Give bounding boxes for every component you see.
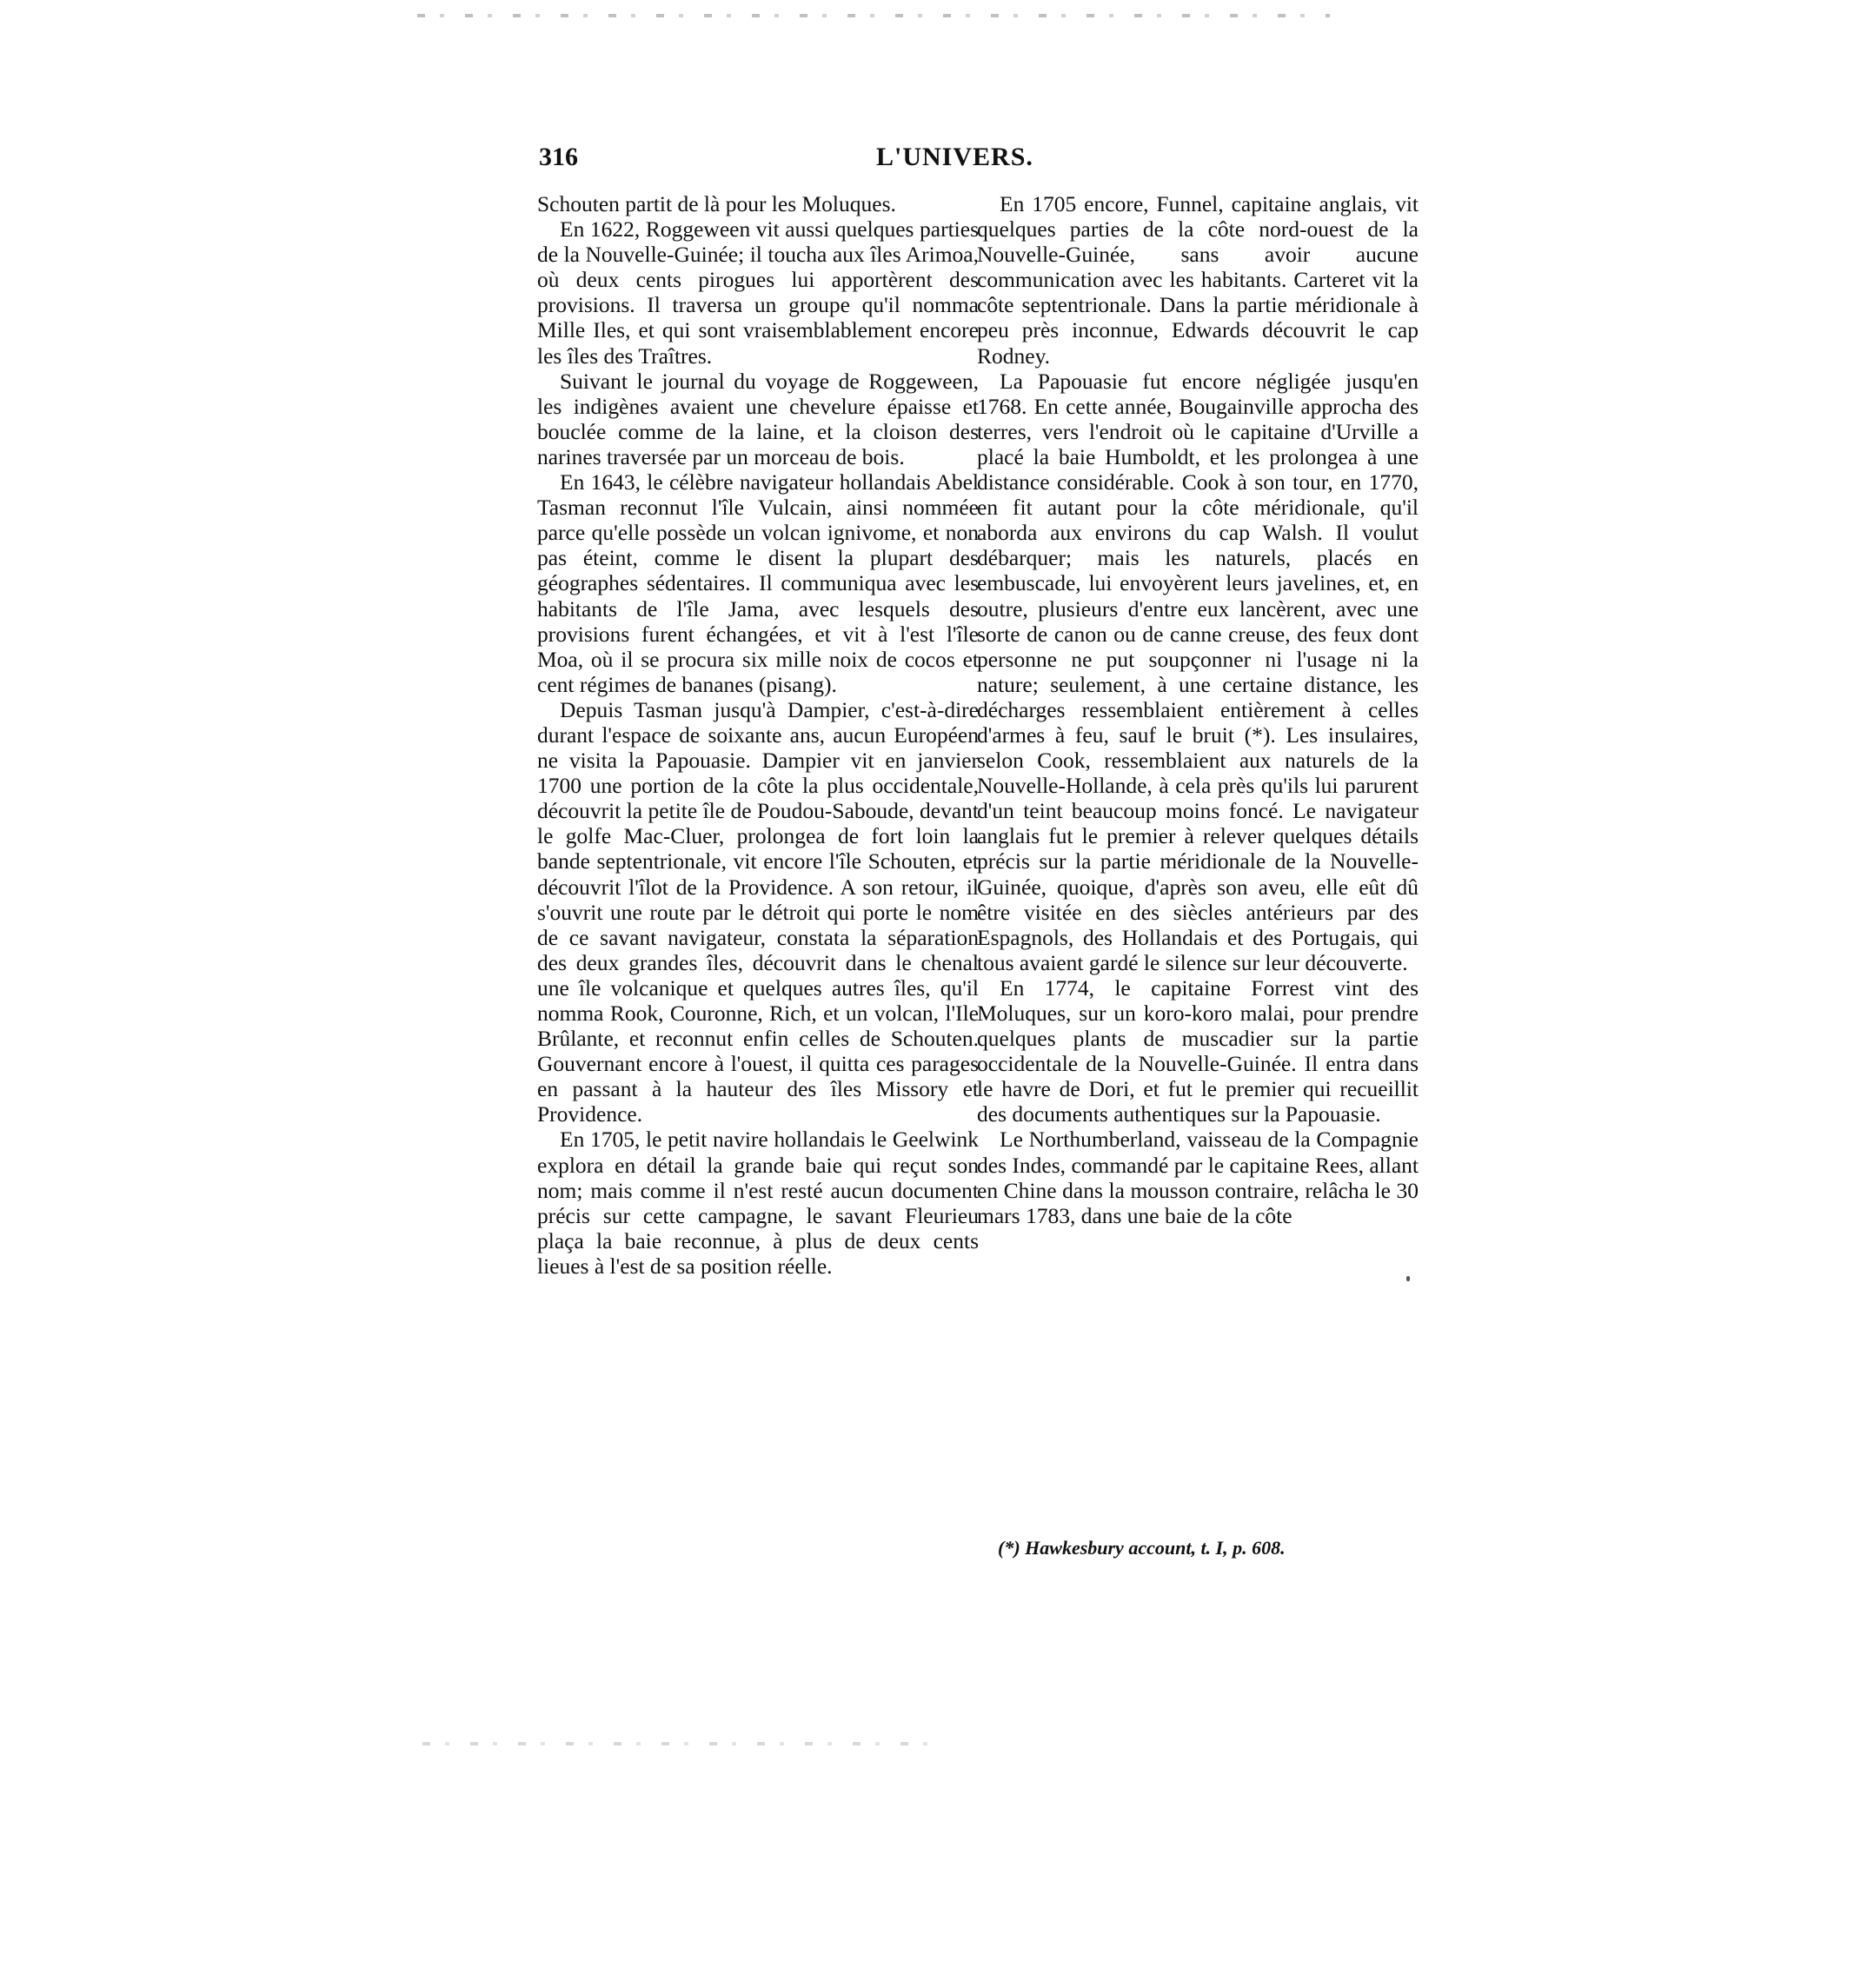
- right-column: [977, 191, 1419, 1228]
- paragraph: La Papouasie fut encore négligée jusqu'en 1768. En cette année, Bougainville approcha des terres, vers l'endroit où le capitaine d'Urville a placé la baie Humboldt, et les prolongea à une distance considérable. Cook à son tour, en 1770, en fit autant pour la côte méridionale, qu'il aborda aux environs du cap Walsh. Il voulut débarquer; mais les naturels, placés en embuscade, lui envoyèrent leurs javelines, et, en outre, plusieurs d'entre eux lancèrent, avec une sorte de canon ou de canne creuse, des feux dont personne ne put soupçonner ni l'usage ni la nature; seulement, à une certaine distance, les décharges ressemblaient entièrement à celles d'armes à feu, sauf le bruit (*). Les insulaires, selon Cook, ressemblaient aux naturels de la Nouvelle-Hollande, à cela près qu'ils lui parurent d'un teint beaucoup moins foncé. Le navigateur anglais fut le premier à relever quelques détails précis sur la partie méridionale de la Nouvelle-Guinée, quoique, d'après son aveu, elle eût dû être visitée en des siècles antérieurs par des Espagnols, des Hollandais et des Portugais, qui tous avaient gardé le silence sur leur découverte.: [977, 368, 1419, 975]
- paragraph: Le Northumberland, vaisseau de la Compagnie des Indes, commandé par le capitaine Rees, allant en Chine dans la mousson contraire, relâcha le 30 mars 1783, dans une baie de la côte: [977, 1127, 1419, 1228]
- paragraph: Schouten partit de là pour les Moluques.: [537, 191, 896, 216]
- page-header: [539, 143, 1048, 177]
- paragraph: En 1622, Roggeween vit aussi quelques parties de la Nouvelle-Guinée; il toucha aux îles Arimoa, où deux cents pirogues lui apportèrent des provisions. Il traversa un groupe qu'il nomma Mille Iles, et qui sont vraisemblablement encore les îles des Traîtres.: [537, 216, 979, 369]
- scan-speck: [1406, 1276, 1410, 1281]
- left-column: [537, 191, 979, 1279]
- page-number: 316: [539, 143, 578, 171]
- footnote: (*) Hawkesbury account, t. I, p. 608.: [998, 1537, 1286, 1559]
- paragraph: En 1705, le petit navire hollandais le Geelwink explora en détail la grande baie qui reçut son nom; mais comme il n'est resté aucun document précis sur cette campagne, le savant Fleurieu plaça la baie reconnue, à plus de deux cents lieues à l'est de sa position réelle.: [537, 1127, 979, 1279]
- running-title: L'UNIVERS.: [876, 143, 1033, 171]
- paragraph: En 1774, le capitaine Forrest vint des Moluques, sur un koro-koro malai, pour prendre quelques plants de muscadier sur la partie occidentale de la Nouvelle-Guinée. Il entra dans le havre de Dori, et fut le premier qui recueillit des documents authentiques sur la Papouasie.: [977, 974, 1419, 1127]
- scan-artifact-bottom: [422, 1742, 944, 1745]
- paragraph: En 1705 encore, Funnel, capitaine anglais, vit quelques parties de la côte nord-ouest de la Nouvelle-Guinée, sans avoir aucune communication avec les habitants. Carteret vit la côte septentrionale. Dans la partie méridionale à peu près inconnue, Edwards découvrit le cap Rodney.: [977, 191, 1419, 369]
- paragraph: En 1643, le célèbre navigateur hollandais Abel Tasman reconnut l'île Vulcain, ainsi nommée parce qu'elle possède un volcan ignivome, et non pas éteint, comme le disent la plupart des géographes sédentaires. Il communiqua avec les habitants de l'île Jama, avec lesquels des provisions furent échangées, et vit à l'est l'île Moa, où il se procura six mille noix de cocos et cent régimes de bananes (pisang).: [537, 469, 979, 697]
- paragraph: Suivant le journal du voyage de Roggeween, les indigènes avaient une chevelure épaisse et bouclée comme de la laine, et la cloison des narines traversée par un morceau de bois.: [537, 368, 979, 469]
- scan-artifact-top: [417, 14, 1330, 17]
- paragraph: Depuis Tasman jusqu'à Dampier, c'est-à-dire durant l'espace de soixante ans, aucun Européen ne visita la Papouasie. Dampier vit en janvier 1700 une portion de la côte la plus occidentale, découvrit la petite île de Poudou-Saboude, devant le golfe Mac-Cluer, prolongea de fort loin la bande septentrionale, vit encore l'île Schouten, et découvrit l'îlot de la Providence. A son retour, il s'ouvrit une route par le détroit qui porte le nom de ce savant navigateur, constata la séparation des deux grandes îles, découvrit dans le chenal une île volcanique et quelques autres îles, qu'il nomma Rook, Couronne, Rich, et un volcan, l'Ile Brûlante, et reconnut enfin celles de Schouten. Gouvernant encore à l'ouest, il quitta ces parages en passant à la hauteur des îles Missory et Providence.: [537, 696, 979, 1127]
